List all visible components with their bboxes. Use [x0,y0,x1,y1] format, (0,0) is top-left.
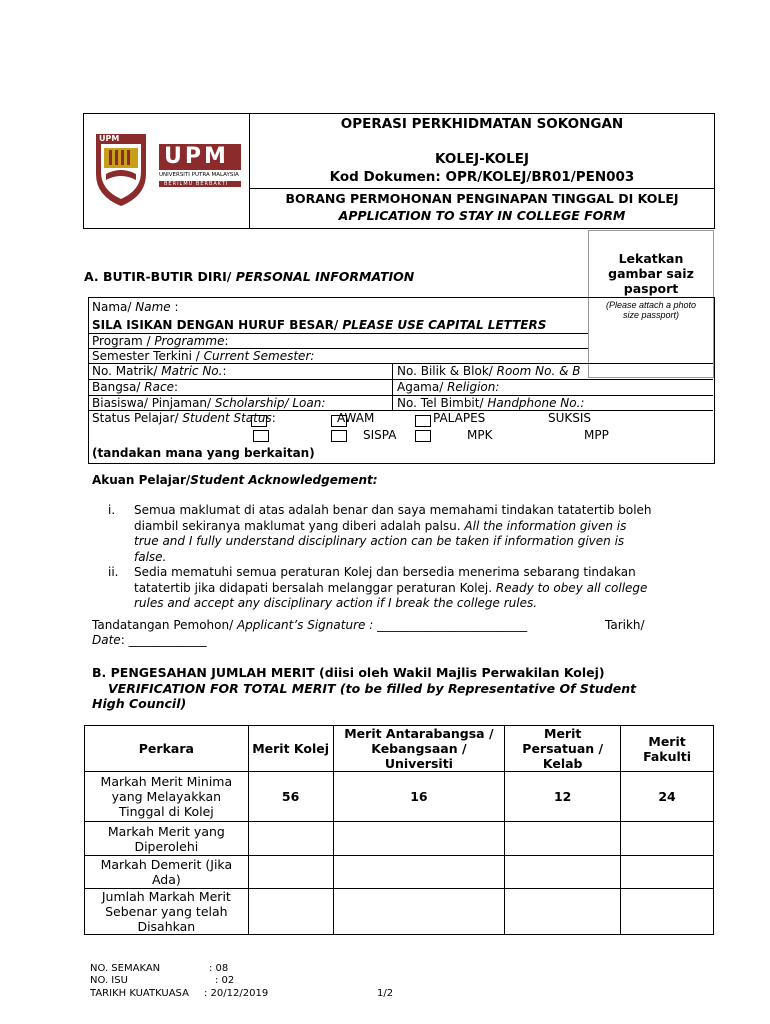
cell-input[interactable] [505,889,621,935]
row-label: Markah Merit Minima yang Melayakkan Tinggal di Kolej [85,772,249,822]
cell-merit-fakulti: 24 [621,772,714,822]
page-number: 1/2 [377,988,394,999]
row-label: Jumlah Markah Merit Sebenar yang telah Disahkan [85,889,249,935]
program-field[interactable] [92,334,229,348]
cell-merit-kolej: 56 [248,772,333,822]
program-label-ms: Program / [92,334,155,348]
scholarship-field[interactable] [92,396,325,410]
section-b-title-ms: B. PENGESAHAN JUMLAH MERIT (diisi oleh Wakil Majlis Perwakilan Kolej) [92,665,605,680]
section-a-title-ms: A. BUTIR-BUTIR DIRI/ [84,269,232,284]
scholarship-label-ms: Biasiswa/ Pinjaman/ [92,396,212,410]
photo-label-3: pasport [623,281,679,296]
photo-note-2: size passport) [622,310,680,320]
col-divider [392,363,393,410]
date-line: _____________ [128,633,207,647]
option-palapes-label: PALAPES [433,411,486,425]
cell-input[interactable] [333,889,505,935]
capital-letters-note [92,318,546,332]
program-label-suffix: : [224,334,229,348]
ack-title-en: Student Acknowledgement: [190,473,378,487]
race-label-ms: Bangsa/ [92,380,141,394]
cell-input[interactable] [248,822,333,856]
ack-item-1-line-1: Semua maklumat di atas adalah benar dan saya memahami tindakan tatatertib boleh [134,503,652,517]
matric-field[interactable] [92,364,227,378]
header-merit-fakulti: Merit Fakulti [621,726,714,772]
acknowledgement-title [92,473,378,487]
capital-note-en: PLEASE USE CAPITAL LETTERS [338,318,547,332]
semester-label-ms: Semester Terkini / [92,349,204,363]
ack-item-1-line-2-en: All the information given is [460,518,627,533]
matric-label-suffix: : [222,364,227,378]
cell-merit-persatuan: 12 [505,772,621,822]
ack-item-1 [134,503,679,565]
checkbox-suksis[interactable] [253,430,269,442]
student-status-label [92,411,276,425]
footer-revision-label: NO. SEMAKAN [90,963,161,974]
cell-input[interactable] [333,856,505,889]
cell-input[interactable] [621,889,714,935]
ack-item-2-line-2 [134,581,679,597]
row-label: Markah Demerit (Jika Ada) [85,856,249,889]
table-row [85,856,714,889]
ack-item-2-line-2-en: Ready to obey all college [492,580,648,595]
date-field[interactable] [92,633,207,647]
ack-item-2-line-1: Sedia mematuhi semua peraturan Kolej dan bersedia menerima sebarang tindakan [134,565,636,579]
date-label-suffix: : [120,633,125,647]
table-row [85,772,714,822]
cell-input[interactable] [333,822,505,856]
merit-table [84,725,714,935]
race-label-en: Race [140,380,174,394]
ack-title-ms: Akuan Pelajar/ [92,473,191,487]
ack-item-1-line-2 [134,519,679,535]
table-row [85,889,714,935]
row-label: Markah Merit yang Diperolehi [85,822,249,856]
section-b-title-en-2: High Council) [92,696,187,711]
unit-title: KOLEJ-KOLEJ [435,151,529,167]
option-suksis-label: SUKSIS [548,411,592,425]
phone-label-ms: No. Tel Bimbit/ [397,396,484,410]
header-merit-kolej: Merit Kolej [248,726,333,772]
matric-label-ms: No. Matrik/ [92,364,158,378]
signature-field[interactable] [92,618,527,632]
option-mpp-label: MPP [584,428,609,442]
org-title: OPERASI PERKHIDMATAN SOKONGAN [340,116,624,132]
ack-item-2-line-2-ms: tatatertib jika didapati bersalah melanggar peraturan Kolej. [134,580,493,595]
cell-input[interactable] [621,822,714,856]
phone-label-en: Handphone No.: [483,396,585,410]
race-label-suffix: : [173,380,179,394]
matric-label-en: Matric No. [157,364,223,378]
religion-label-ms: Agama/ [397,380,444,394]
section-a-title-en: PERSONAL INFORMATION [231,269,415,284]
name-field[interactable] [92,300,179,314]
ack-item-1-number: i. [108,503,116,517]
logo-university-name: UNIVERSITI PUTRA MALAYSIA [159,172,239,178]
status-label-ms: Status Pelajar/ [92,411,179,425]
logo-upm-text: UPM [164,144,229,169]
header-merit-persatuan: Merit Persatuan / Kelab [505,726,621,772]
name-label-suffix: : [170,300,179,314]
cell-input[interactable] [248,856,333,889]
footer-issue-value: : 02 [215,975,235,986]
ack-item-2 [134,565,679,612]
checkbox-status-blank[interactable] [251,415,267,427]
checkbox-mpk[interactable] [415,430,431,442]
option-mpk-label: MPK [467,428,493,442]
date-label-ms: Tarikh/ [605,618,645,632]
cell-input[interactable] [505,822,621,856]
ack-item-2-number: ii. [108,565,119,579]
document-code: Kod Dokumen: OPR/KOLEJ/BR01/PEN003 [329,169,635,185]
semester-label-en: Current Semester: [203,349,315,363]
footer-effective-date-label: TARIKH KUATKUASA [90,988,189,999]
ack-item-1-line-3: true and I fully understand disciplinary action can be taken if information given is [134,534,625,548]
checkbox-sispa[interactable] [331,430,347,442]
photo-label-2: gambar saiz [608,266,694,281]
status-label-en: Student Status [178,411,272,425]
document-header [83,113,715,229]
religion-label-en: Religion: [443,380,500,394]
ack-item-1-line-2-ms: diambil sekiranya maklumat yang diberi adalah palsu. [134,518,461,533]
footer-revision-value: : 08 [209,963,229,974]
option-awam-label: AWAM [337,411,375,425]
table-row [85,822,714,856]
cell-merit-antarabangsa: 16 [333,772,505,822]
section-a-title [84,269,414,284]
signature-label-ms: Tandatangan Pemohon/ [92,618,234,632]
section-b-title-en-1: VERIFICATION FOR TOTAL MERIT (to be filled by Representative Of Student [108,681,637,696]
status-label-suffix: : [271,411,276,425]
signature-line: _________________________ [377,618,528,632]
room-field[interactable] [397,364,587,378]
cell-input[interactable] [621,856,714,889]
race-field[interactable] [92,380,178,394]
room-label-en: Room No. & B [492,364,581,378]
date-label-en: Date [92,633,121,647]
signature-label-en: Applicant’s Signature : [233,618,374,632]
phone-field[interactable] [397,396,584,410]
capital-note-ms: SILA ISIKAN DENGAN HURUF BESAR/ [92,318,339,332]
form-title-en: APPLICATION TO STAY IN COLLEGE FORM [338,208,626,223]
form-title-ms: BORANG PERMOHONAN PENGINAPAN TINGGAL DI KOLEJ [285,191,679,206]
name-label-ms: Nama/ [92,300,132,314]
header-perkara: Perkara [85,726,249,772]
footer-effective-date-value: : 20/12/2019 [204,988,269,999]
ack-item-2-line-3: rules and accept any disciplinary action if I break the college rules. [134,596,538,610]
semester-field[interactable] [92,349,314,363]
logo-upm-small: UPM [99,134,120,143]
scholarship-label-en: Scholarship/ Loan: [211,396,326,410]
name-label-en: Name [131,300,171,314]
photo-note-1: (Please attach a photo [605,300,697,310]
photo-label-1: Lekatkan [618,251,684,266]
footer-issue-label: NO. ISU [90,975,128,986]
program-label-en: Programme [154,334,225,348]
header-merit-antarabangsa: Merit Antarabangsa / Kebangsaan / Universiti [333,726,505,772]
cell-input[interactable] [505,856,621,889]
religion-field[interactable] [397,380,499,394]
checkbox-palapes[interactable] [415,415,431,427]
upm-logo [84,114,250,228]
option-sispa-label: SISPA [363,428,397,442]
cell-input[interactable] [248,889,333,935]
room-label-ms: No. Bilik & Blok/ [397,364,493,378]
logo-tagline: BERILMU BERBAKTI [164,181,229,187]
ack-item-1-line-4: false. [134,549,167,564]
header-divider [250,188,714,189]
tick-instruction: (tandakan mana yang berkaitan) [92,446,315,460]
